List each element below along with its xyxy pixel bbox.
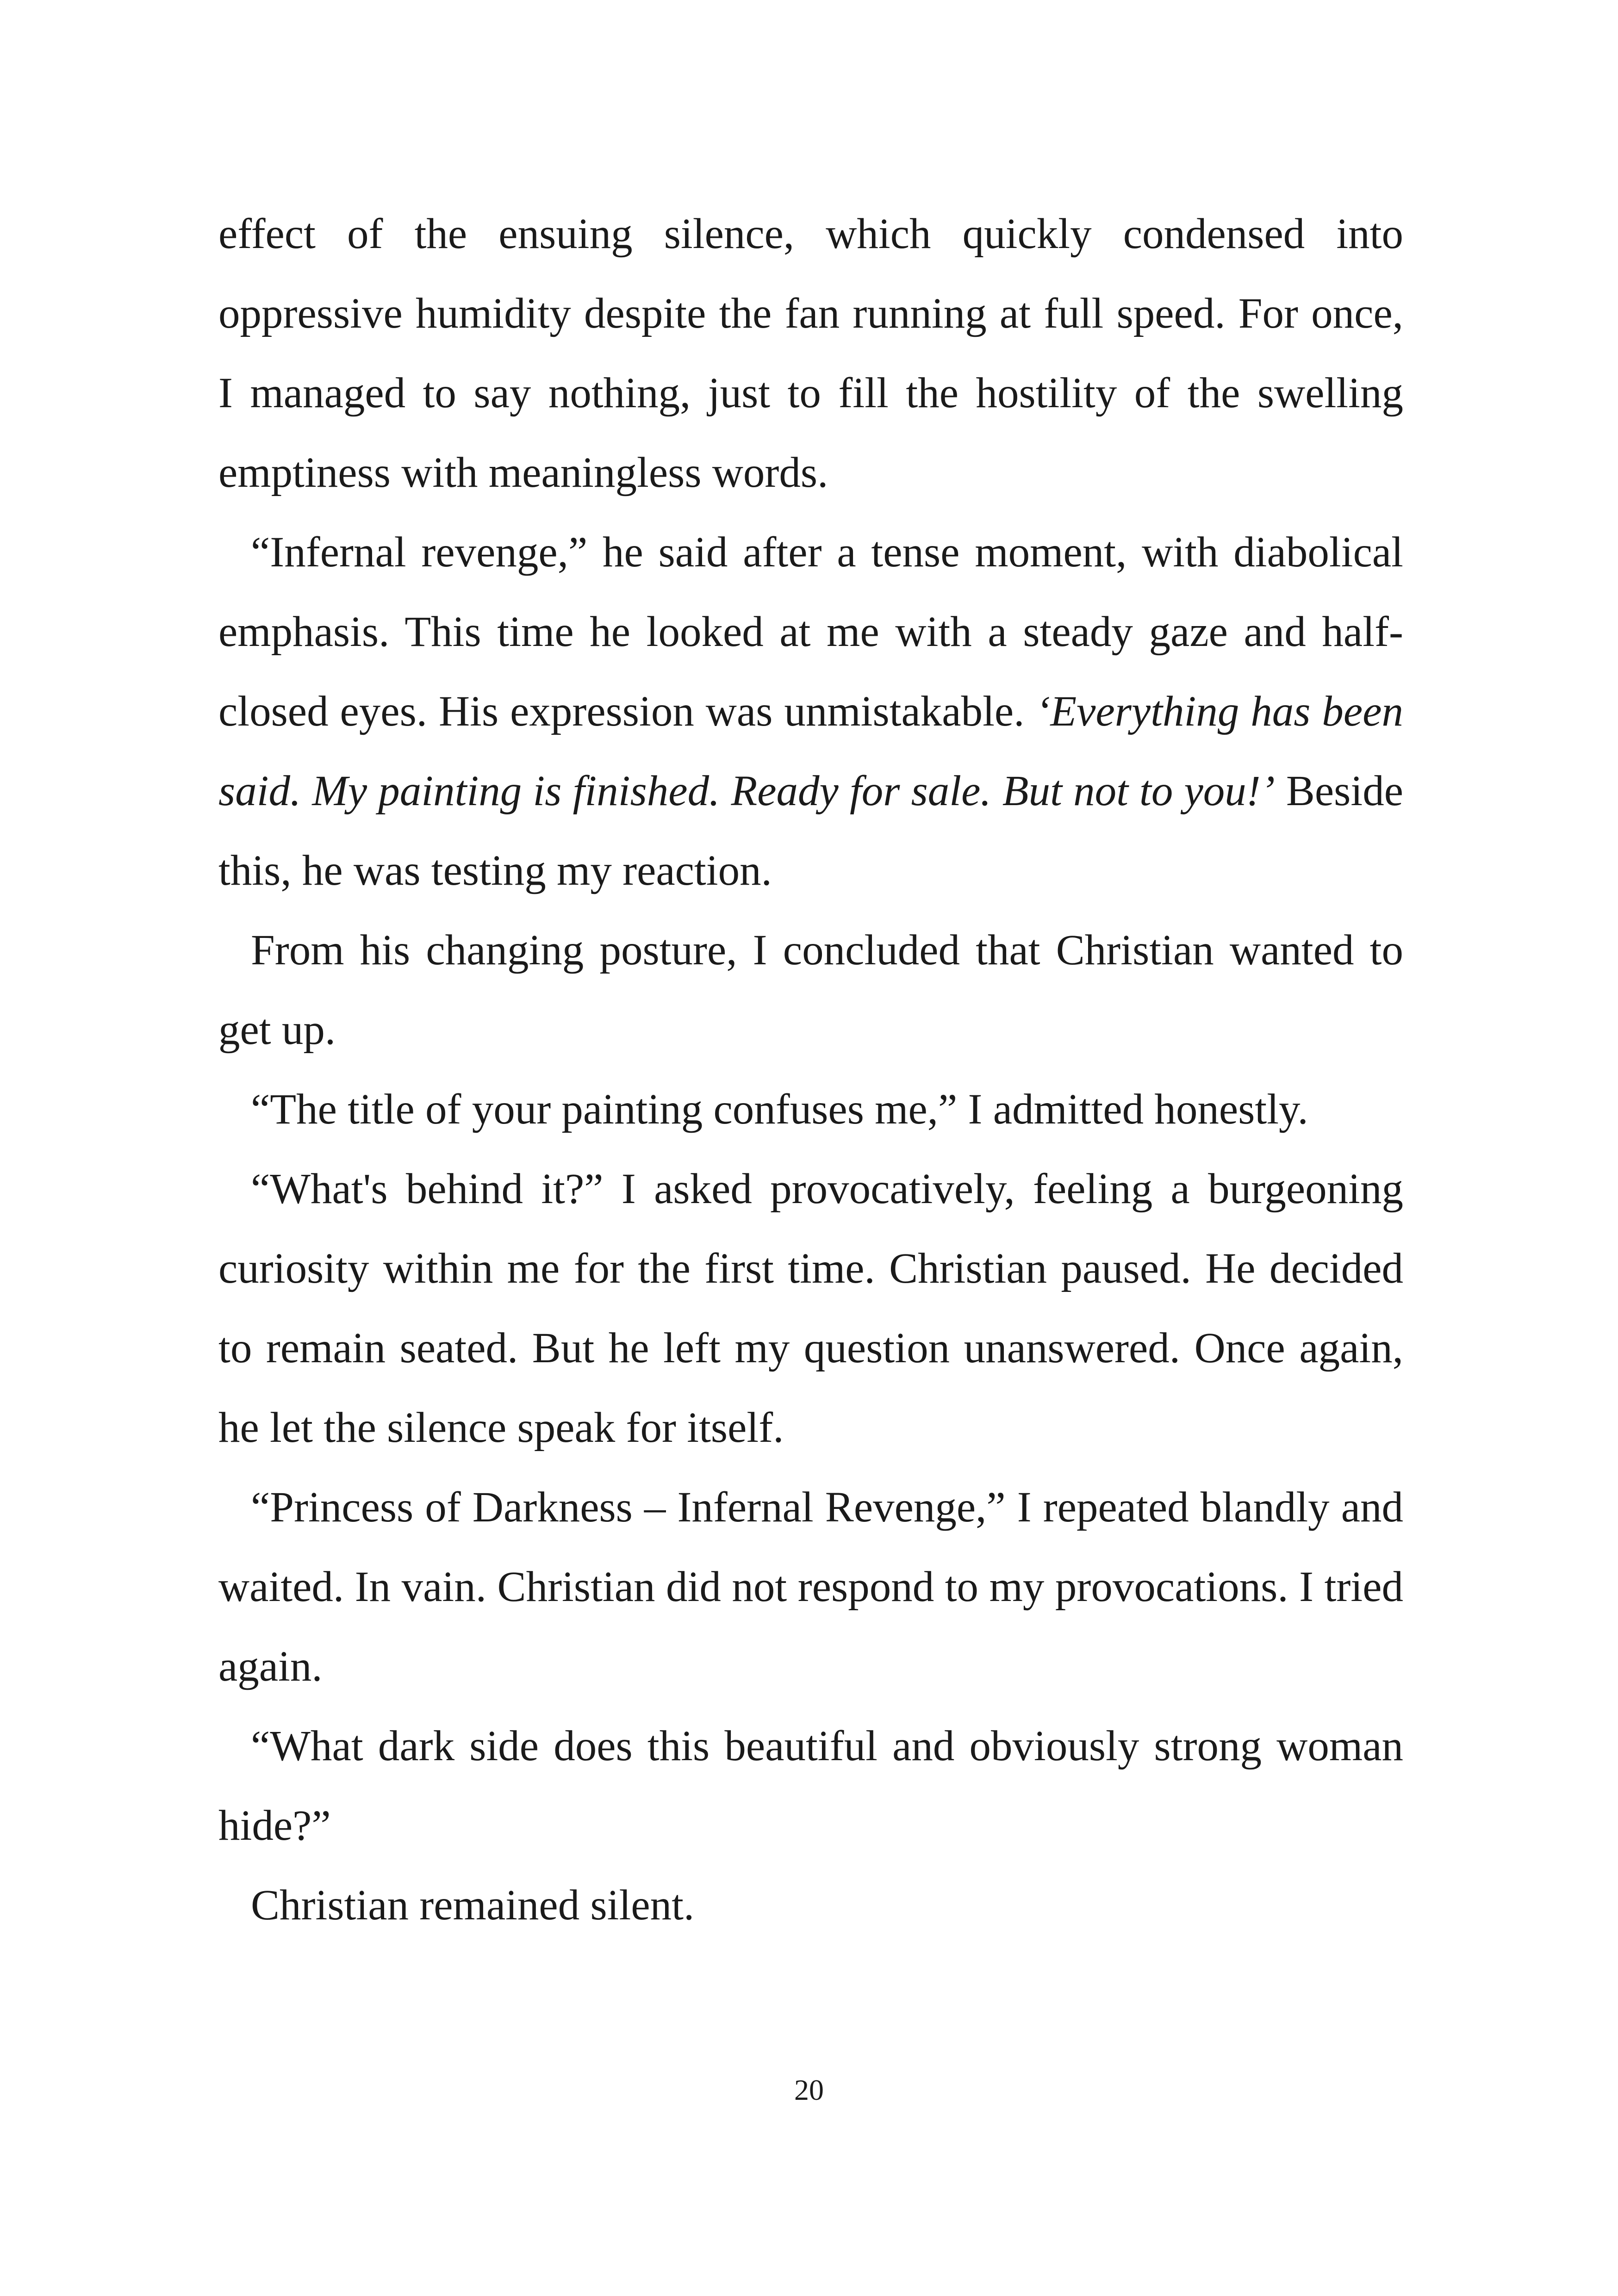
paragraph-2-italic-thought: ‘Everything has been said. My painting is finished. Ready for sale. But not to you!’ <box>218 688 1403 815</box>
paragraph-5: “What's behind it?” I asked provocatively, feeling a burgeoning curiosity within me for the first time. Christian paused. He decided to remain seated. But he left my question unanswered. Once again, he let the silence speak for itself. <box>218 1165 1403 1452</box>
paragraph-2-text-after: Beside this, he was testing my reaction. <box>218 767 1403 894</box>
paragraph-3: From his changing posture, I concluded that Christian wanted to get up. <box>218 926 1403 1054</box>
paragraph-2 <box>218 513 1403 911</box>
paragraph-6: “Princess of Darkness – Infernal Revenge,” I repeated blandly and waited. In vain. Christian did not respond to my provocations. I tried again. <box>218 1483 1403 1690</box>
paragraph-2-text-before: “Infernal revenge,” he said after a tense moment, with diabolical emphasis. This time he looked at me with a steady gaze and half-closed eyes. His expression was unmistakable. <box>218 528 1403 735</box>
paragraph-8: Christian remained silent. <box>251 1881 695 1929</box>
body-text <box>218 194 1403 1945</box>
paragraph-7: “What dark side does this beautiful and obviously strong woman hide?” <box>218 1722 1403 1849</box>
paragraph-4: “The title of your painting confuses me,” I admitted honestly. <box>251 1086 1308 1133</box>
paragraph-1: effect of the ensuing silence, which quickly condensed into oppressive humidity despite the fan running at full speed. For once, I managed to say nothing, just to fill the hostility of the swelling emptiness with meaningless words. <box>218 210 1403 496</box>
page-number: 20 <box>794 2073 824 2106</box>
